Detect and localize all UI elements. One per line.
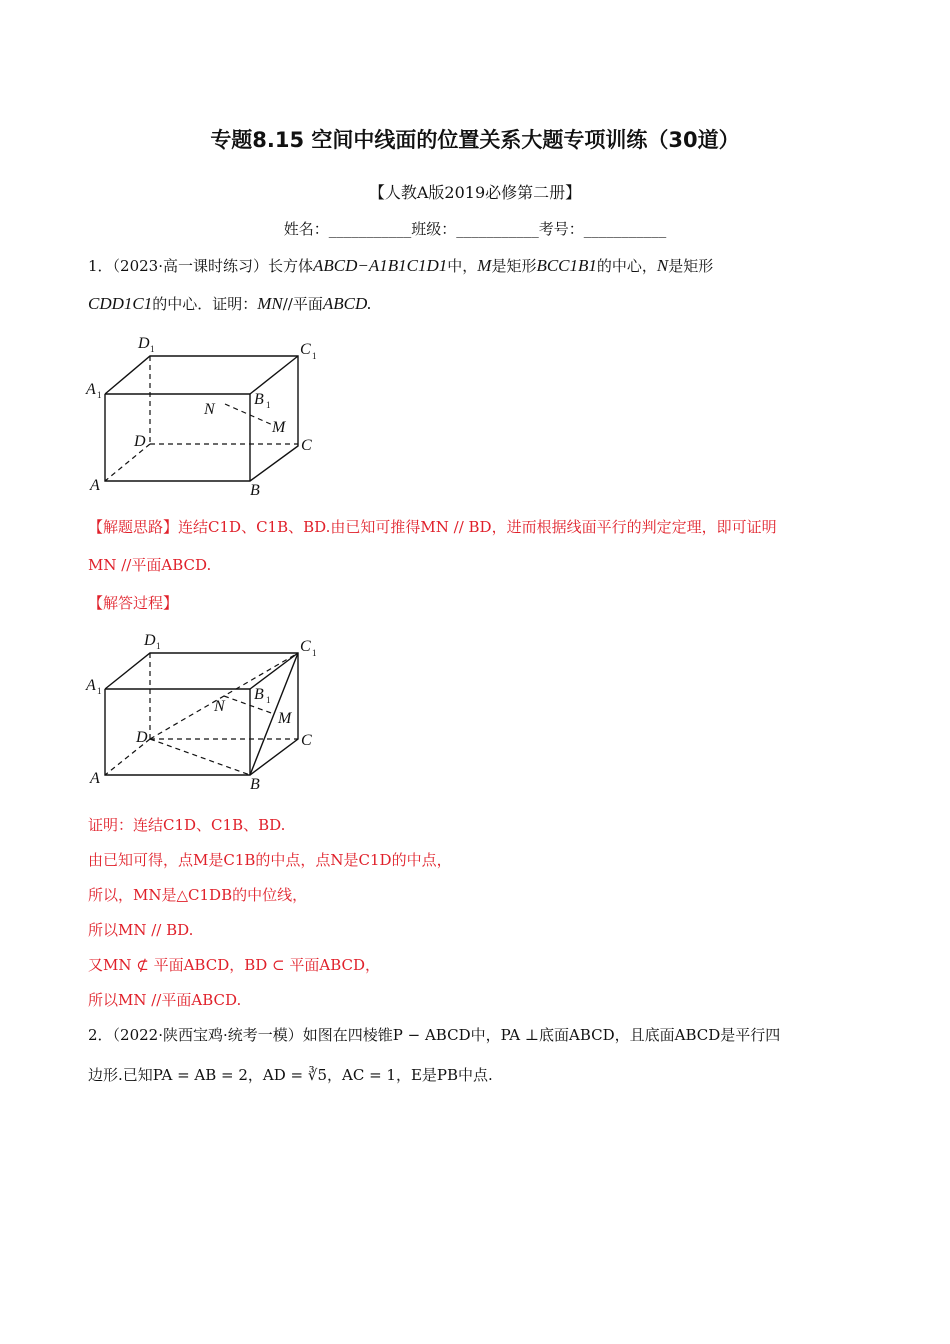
q2-line1: 2．（2022·陕西宝鸡·统考一模）如图在四棱锥P − ABCD中，PA ⊥底面ABCD，且底面ABCD是平行四 xyxy=(88,1026,781,1044)
label-B1: B xyxy=(254,686,264,703)
label-D1: D xyxy=(138,335,150,352)
q1-line1: 1．（2023·高一课时练习）长方体ABCD−A1B1C1D1中，M是矩形BCC1B1的中心，N是矩形 xyxy=(88,256,714,275)
label-B: B xyxy=(250,776,260,793)
page-title: 专题8.15 空间中线面的位置关系大题专项训练（30道） xyxy=(210,128,740,152)
label-N: N xyxy=(204,401,215,418)
proof-line-1: 证明：连结C1D、C1B、BD. xyxy=(88,816,286,834)
label-A: A xyxy=(90,477,100,494)
label-C: C xyxy=(301,437,312,454)
svg-text:1: 1 xyxy=(156,641,161,651)
q1-line2: CDD1C1的中心．证明：MN//平面ABCD. xyxy=(88,294,372,313)
label-C1: C xyxy=(300,341,311,358)
svg-text:1: 1 xyxy=(312,351,317,361)
name-class-id-line: 姓名：___________班级：___________考号：___________ xyxy=(283,220,667,238)
proof-line-5: 又MN ⊄ 平面ABCD，BD ⊂ 平面ABCD， xyxy=(88,956,381,974)
solution-process-label: 【解答过程】 xyxy=(88,594,179,612)
label-D1: D xyxy=(144,632,156,649)
label-B1: B xyxy=(254,391,264,408)
solution-idea-2: MN //平面ABCD. xyxy=(88,556,212,574)
figure-cuboid-1 xyxy=(80,328,340,503)
proof-line-6: 所以MN //平面ABCD. xyxy=(88,991,242,1009)
label-A1: A xyxy=(86,381,96,398)
q2-line2: 边形.已知PA = AB = 2，AD = ∛5，AC = 1，E是PB中点. xyxy=(88,1066,493,1084)
label-A1: A xyxy=(86,677,96,694)
label-D: D xyxy=(136,729,148,746)
math-box: ABCD−A1B1C1D1 xyxy=(313,256,448,275)
label-M: M xyxy=(272,419,286,436)
svg-text:1: 1 xyxy=(266,695,271,705)
label-C: C xyxy=(301,732,312,749)
svg-text:1: 1 xyxy=(312,648,317,658)
proof-line-2: 由已知可得，点M是C1B的中点，点N是C1D的中点， xyxy=(88,851,452,869)
figure-cuboid-2 xyxy=(80,625,340,797)
svg-text:1: 1 xyxy=(150,344,155,354)
svg-text:1: 1 xyxy=(97,686,102,696)
label-N: N xyxy=(214,698,225,715)
svg-text:1: 1 xyxy=(266,400,271,410)
subtitle: 【人教A版2019必修第二册】 xyxy=(368,183,582,202)
label-A: A xyxy=(90,770,100,787)
label-D: D xyxy=(134,433,146,450)
svg-text:1: 1 xyxy=(97,390,102,400)
proof-line-3: 所以，MN是△C1DB的中位线， xyxy=(88,886,308,904)
label-C1: C xyxy=(300,638,311,655)
proof-line-4: 所以MN // BD. xyxy=(88,921,194,939)
label-M: M xyxy=(278,710,292,727)
solution-idea: 【解题思路】连结C1D、C1B、BD.由已知可推得MN // BD，进而根据线面平行的判定定理，即可证明 xyxy=(88,518,777,536)
label-B: B xyxy=(250,482,260,499)
